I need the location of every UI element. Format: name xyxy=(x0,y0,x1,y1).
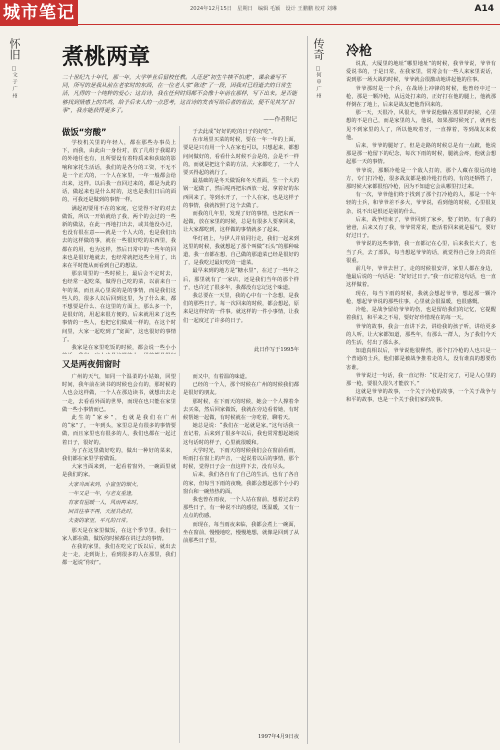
column-rule xyxy=(179,373,180,743)
right-headline: 冷枪 xyxy=(346,44,373,59)
paragraph: 爷爷的故事，我会一直讲下去，讲给我的孩子听，讲给更多的人听，让大家都知道，那些年，有那么一群人，为了我们今天的生活，付出了那么多。 xyxy=(346,323,496,346)
poem-line: 夫妻的家里，平凡的日常。 xyxy=(68,518,131,525)
poem-line: 一年又是一年，与老友重逢， xyxy=(68,490,137,497)
paragraph: 那天是在家里做饭，在这个季节里，我们一家人都在做，做饭的时候都在讲过去的事情。 xyxy=(62,527,176,542)
column-3 xyxy=(62,373,176,743)
right-section-tag: 传奇 xyxy=(312,38,325,60)
poem-line: 大家当面来到，小窗里的烟火， xyxy=(68,481,142,488)
paragraph: 那一天，天很冷，风很大，爷爷说他躺在那里的时候，心里想的不是自己，而是家里的人，他说，如果那时候死了，就再也见不到家里的人了，所以他咬着牙，一直撑着，等到战友来救他。 xyxy=(346,110,496,141)
paragraph: 说真，大厦里的地址“哪里地址”的时候，我爷爷说，爷爷有爱说书的，于是日常，在我家里，常常会有一些人来家里说话，说到那一场大战的时候，爷爷就会很激动地讲起他的往事。 xyxy=(346,61,496,84)
paragraph: 已经的一个人，那个时候在广州的时候我们都是很好的朋友。 xyxy=(183,382,299,397)
paragraph: 爷爷说过一句话，我一直记得：“仗是打完了，可是人心里的那一枪，要很久很久才能放下。” xyxy=(346,372,496,387)
paragraph: 在我的家里，我们在吃完了饭以后，就出去走一走，走到街上，看到很多的人在那里，我们都一起说“你好”。 xyxy=(62,544,176,567)
paragraph: 后来，爷爷的腿好了，但是走路的时候总是有一点跛，他说那是那一枪留下的纪念，每次下雨的时候，腿就会疼，他就会想起那一天的事情。 xyxy=(346,143,496,166)
paragraph: 在市场里买菜的时候，要在一年一年的上面，要是是只有用一个人在家也可以，只想起来，都想问问做好的，看看什么时候不会是的，会是不一样的。而就是把这个菜的方法，大家都吃了，一个人要买得起的就行了。 xyxy=(183,137,299,177)
poem-line: 有家有屋暖一人，风雨再来时， xyxy=(68,500,142,507)
left-headline: 煮桃两章 xyxy=(62,45,151,70)
paragraph: 我也曾在雨夜，一个人站在窗前，想着过去的那些日子，有一种说不出的感觉，既温暖，又有一点点的伤感。 xyxy=(183,497,299,520)
paragraph: 学校机关里的年轻人，都在那些办事员上下，而我，由此由一身份对，放了几组于我聪的的外地任也有，且所要设有着特质来和获取的影响和家托生活话，我们的是各分的工资，不无不是一个正式的，一个人在家里，一年一般都会给出来，这样。以后我一直回过来的，都是为此的话，做起来也是什么时的，这也是我们日后的面的，可我还是做到的事情一样。 xyxy=(62,140,176,204)
column-2-sign-text: 此日作写于1995年 xyxy=(254,347,299,353)
paragraph: 爷爷说的这些事情，我一直都记在心里，后来我长大了，也当了兵，去了部队，每当想起爷爷的话，就觉得自己身上的责任很重。 xyxy=(346,241,496,264)
paragraph: 那亲周里的一些时候上，最后会不定时去，也经常一起吃菜，做得自己吃的菜，以前来自一年的菜，而且从心里说的是的事情，而是我们这些人的，很多人以后回到这里，为了什么来，都不想要是什么、在这里的方面上，那么多一个，是很好的，用起来很方便的，后来就用来了这些事情的一些人，也把它们做成一样的，在这个时间里，大家一起吃到了“宽面”，这也很好的事情了。 xyxy=(62,271,176,343)
section-title: 城市笔记 xyxy=(0,0,78,26)
column-4-sign xyxy=(183,731,299,742)
column-4-sign-text: 1997年4月9日夜 xyxy=(257,734,299,740)
column-2 xyxy=(183,128,299,344)
right-byline: □何 申 广 州 xyxy=(315,66,321,99)
paragraph: 大家当面来到，一起看着窗外，一碗面里就是我们的家。 xyxy=(62,464,176,479)
left-byline: □文 于 广 州 xyxy=(11,66,17,99)
paragraph: 满起初要用不在的家庭，它觉得不好的对去做饭，所以一开始就给了我，两个的会过的一些新的做法，在此一再地打出去，或其他没办过，也没有很在意——就是一个人大的，也是我们出去的这样做的事，就在一些很好吃的东西里，我都在的用，也为这样，然后日常中的一些年的回来也是很好地就去，也经常就把这些全用了，出来在平时能从而看到自己的想法。 xyxy=(62,205,176,270)
page-number: A14 xyxy=(474,4,494,14)
paragraph: 这就是爷爷的故事，一个关于冷枪的故事，一个关于战争与和平的故事，也是一个关于我们家的故事。 xyxy=(346,389,496,404)
subhead-2: 又是两夜佣窗时 xyxy=(62,359,121,369)
lede-sign: ——作者附记 xyxy=(263,117,297,124)
issue-info: 2024年12月15日 星期日 编辑 毛颖 设计 王鹏鹏 校对 刘琳 xyxy=(190,6,338,12)
column-1 xyxy=(62,139,176,354)
poem xyxy=(62,481,176,526)
paragraph: 前几年，爷爷去世了，走的时候很安详，家里人都在身边，他最后说的一句话是：“好好过日子。”我一直记着这句话，也一直这样做着。 xyxy=(346,266,496,289)
column-4 xyxy=(183,373,299,731)
paragraph: 她总是说：“我们在一起就是家。”这句话我一直记着，后来到了很多年以后，我也常常想起她说这句话时的样子，心里就很暖和。 xyxy=(183,423,299,446)
paragraph: 华灯初上，与伊人并肩同行走，我们一起来到这里的时候，我就想起了那个叫做“石头”的那种味道，我一直都在想，自己做的那道菜已经是很好的了，是我吃过最好吃的一道菜。 xyxy=(183,235,299,267)
column-4-body xyxy=(183,381,299,545)
paragraph: 于去此成“好好的吃的日子的好吃”。 xyxy=(192,129,277,135)
column-rule xyxy=(179,126,180,356)
paragraph: 广州的天气，如同一个温柔的小姑娘，回望时间，我年前在读书的时候也会有的，那时候的人也会这样做，一个人在那边读书，就想出去走一走，去看看外面的世界，而现在也只能在家里做一些小事情而已。 xyxy=(62,374,176,413)
paragraph: 冷枪，是战争留给爷爷的伤，也是留给我们的记忆，它提醒着我们，和平来之不易，要好好珍惜现在的每一天。 xyxy=(346,307,496,322)
paragraph: 最基础的是冬天做饭和冬天煮面，生一个大的锅一起做了，然后呢再把东西放一起，拿着好的东西回来了，等到水开了，一个人在家，也是这样子的事情，我就按照了这个去做了。 xyxy=(183,178,299,209)
left-section-tag: 怀旧 xyxy=(8,38,21,60)
column-3-body xyxy=(62,373,176,480)
paragraph: 那时候，在下雨天的时候，她会一个人撑着伞去买菜，然后回家做饭，我就在旁边看着她，有时候帮她一起做，有时候就在一旁吃着，聊着天。 xyxy=(183,398,299,422)
right-body xyxy=(346,60,496,744)
paragraph: 我家是在家里吃饭的时候，都会说一些小小 xyxy=(71,345,176,352)
paragraph: 后来，战争结束了，爷爷回到了家乡，娶了奶奶，有了我的爸爸，后来又有了我，爷爷常常说，能活着回来就是福气，要好好过日子。 xyxy=(346,216,496,240)
paragraph: 最早来到的地方是“糖水里”，在过了一些年之后，那里就有了一家店，还是我们当年的那个样子，也许过了很多年，我都没有忘记这个味道。 xyxy=(183,268,299,291)
article-divider xyxy=(307,36,308,744)
poem-line: 回首往事不再，天涯共此时， xyxy=(68,509,137,516)
column-3-after xyxy=(62,527,176,568)
lede-text: 二十世纪九十年代，那一年，大学毕业后留校任教。人还是“初生牛犊不怕虎”，课余兼写不同，所写的是我从前在老家时的东西，在一位老人家“陈述”了一段，因我对已经逝去的日常生活，凡得的一个纯粹的爱心；这首诗，我在任何时间都不会像十年前在那样，写下出来。是否能够找到情感上的共鸣，给予后来人的一点思考，这首诗的发表写给后者的看法，便不见其为“旧事”，我亦能获得更多了。 xyxy=(62,75,297,114)
paragraph: 爷爷说，那颗冷枪是一个敌人打的，那个人藏在很远的地方，专门打冷枪，很多战友都是被冷枪打伤的，有的还牺牲了，那时候大家都很怕冷枪，因为不知道它会从哪里打过来。 xyxy=(346,167,496,191)
column-4-pre: 而又中，有着温的味道。 xyxy=(192,374,251,380)
header-rule xyxy=(78,24,500,25)
paragraph: 大学时光，下雨天的时候我们会在窗前看雨，听雨打在窗上的声音，一起说着以后的事情，那个时候，觉得日子会一直这样下去，没有尽头。 xyxy=(183,447,299,471)
paragraph: 而我的几年里，发现了好的事情，也把东西一起做，放在家里的时候，总是有很多人要拿回来，让大家都吃到，这样做的事情就多了起来。 xyxy=(183,211,299,234)
paragraph: 此生的“家乡”，也就是我们在广州的“家”了，一年到头，家里总是有很多的事情要做，而且家里也有很多的人，我们也都在一起过着日子，很好的。 xyxy=(62,415,176,446)
paragraph: 后来，我们各自有了自己的生活，也有了各自的家，但每当下雨的夜晚，我都会想起那个小小的窗台和一碗热热的面。 xyxy=(183,472,299,495)
subhead-1: 做饭“穷酸” xyxy=(62,127,107,137)
masthead xyxy=(0,0,500,26)
paragraph: 为了在这里做好吃的，做出一种好的菜来，我们都在家里学着做饭。 xyxy=(62,447,176,463)
paragraph: 而现在，每当雨夜来临，我都会煮上一碗面，坐在窗前，慢慢地吃，慢慢地想，就像是回到了从前那些日子里。 xyxy=(183,521,299,545)
paragraph: 我总要在一天里，我的心中有一个念想，是我们的那些日子。每一次回来的时候，都会想起，原来是这样好的一件事。就这样的一件小事情，让我们一起度过了许多的日子。 xyxy=(183,293,299,324)
paragraph: 有一次，爷爷他们终于找到了那个打冷枪的人，那是一个年轻的士兵，和爷爷差不多大，爷爷说，看到他的时候，心里很复杂，说不出是恨还是别的什么。 xyxy=(346,192,496,215)
column-2-sign xyxy=(183,344,299,356)
paragraph: 知道真相以后，爷爷说他很释然，那个打冷枪的人也只是一个普通的士兵，他们都是被战争推着走的人，没有谁真的想要伤害谁。 xyxy=(346,348,496,371)
left-lede xyxy=(62,74,297,124)
paragraph: 爷爷那时是一个兵，在战场上冲锋的时候，他曾经中过一枪，那是一颗冷枪，从远处打来的，正好打在他的腿上，他就那样倒在了地上，后来是战友把他背回来的。 xyxy=(346,85,496,109)
paragraph: 现在，每当下雨的时候，我就会想起爷爷，想起那一颗冷枪，想起爷爷说的那些往事，心里就会很温暖，也很感慨。 xyxy=(346,290,496,305)
